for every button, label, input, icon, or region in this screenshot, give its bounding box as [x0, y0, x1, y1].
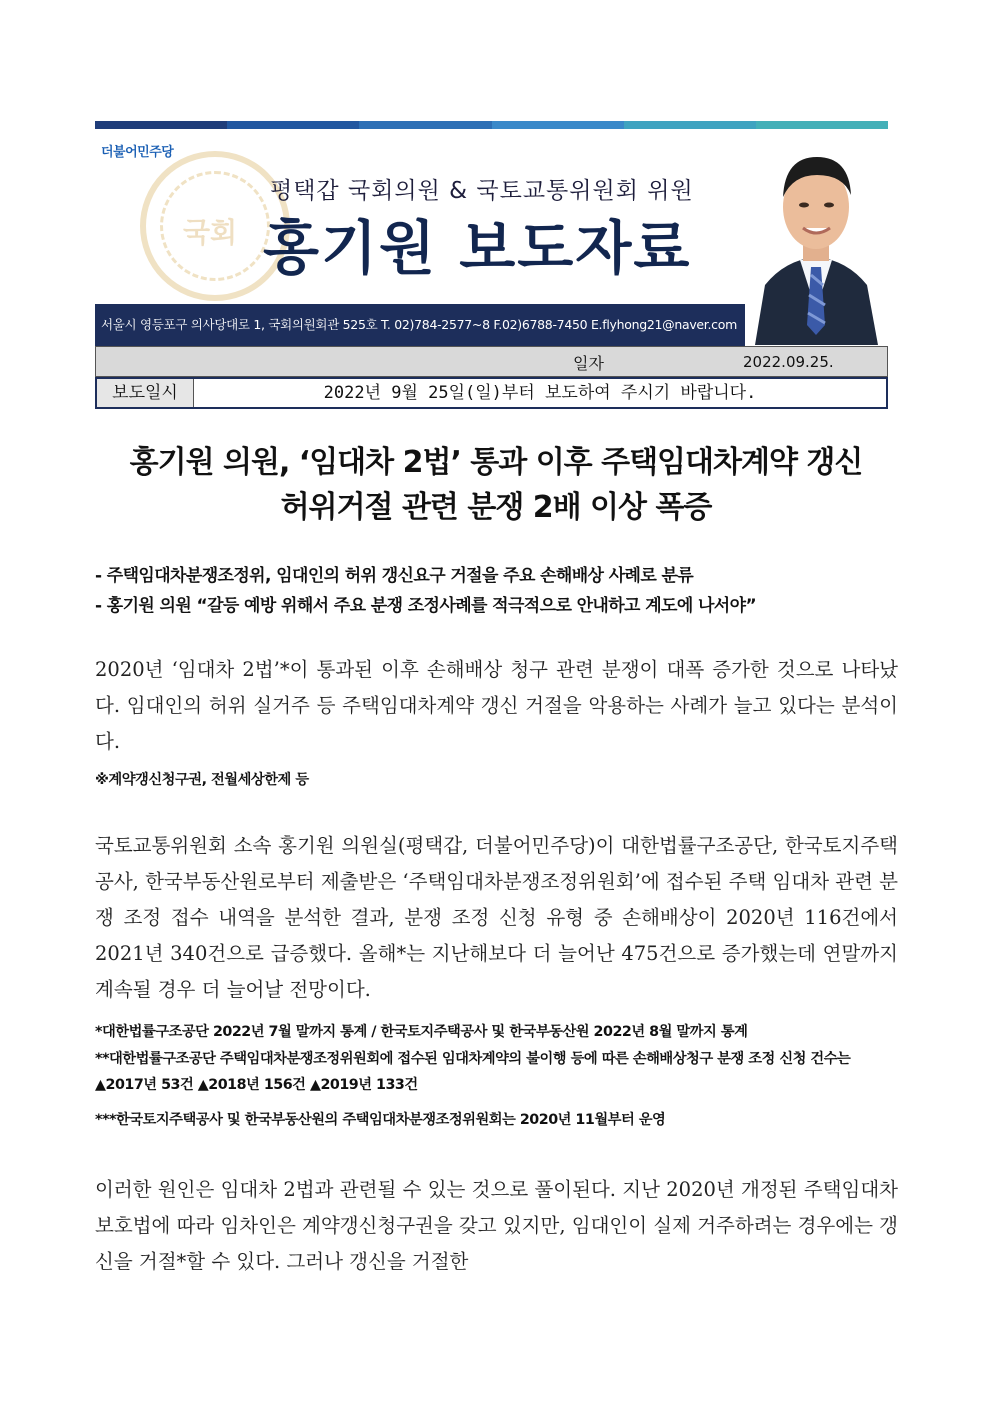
footnote: **대한법률구조공단 주택임대차분쟁조정위원회에 접수된 임대차계약의 불이행 등에 따른 손해배상청구 분쟁 조정 신청 건수는 ▲2017년 53건 ▲2018년 156건 ▲2019년 133건	[95, 1051, 851, 1093]
headline-line-1: 홍기원 의원, ‘임대차 2법’ 통과 이후 주택임대차계약 갱신	[129, 445, 863, 480]
embargo-box	[95, 377, 888, 409]
headline-line-2: 허위거절 관련 분쟁 2배 이상 폭증	[280, 490, 712, 525]
header-subtitle: 평택갑 국회의원 & 국토교통위원회 위원	[270, 178, 694, 204]
seal-text: 국회	[183, 216, 238, 249]
body-paragraph-2: 국토교통위원회 소속 홍기원 의원실(평택갑, 더불어민주당)이 대한법률구조공단, 한국토지주택공사, 한국부동산원로부터 제출받은 ‘주택임대차분쟁조정위원회’에 접수된 주택 임대차 관련 분쟁 조정 접수 내역을 분석한 결과, 분쟁 조정 신청 유형 중 손해배상이 2020년 116건에서 2021년 340건으로 급증했다. 올해*는 지난해보다 더 늘어난 475건으로 증가했는데 연말까지 계속될 경우 더 늘어날 전망이다.	[95, 834, 898, 1001]
footnote: *대한법률구조공단 2022년 7월 말까지 통계 / 한국토지주택공사 및 한국부동산원 2022년 8월 말까지 통계	[95, 1024, 748, 1040]
body-paragraph-1: 2020년 ‘임대차 2법’*이 통과된 이후 손해배상 청구 관련 분쟁이 대폭 증가한 것으로 나타났다. 임대인의 허위 실거주 등 주택임대차계약 갱신 거절을 악용하는 사례가 늘고 있다는 분석이다.	[95, 658, 898, 753]
lawmaker-photo	[745, 135, 888, 345]
date-value: 2022.09.25.	[743, 353, 834, 371]
body-paragraph-3: 이러한 원인은 임대차 2법과 관련될 수 있는 것으로 풀이된다. 지난 2020년 개정된 주택임대차보호법에 따라 임차인은 계약갱신청구권을 갖고 있지만, 임대인이 실제 거주하려는 경우에는 갱신을 거절*할 수 있다. 그러나 갱신을 거절한	[95, 1178, 898, 1273]
press-release-header	[95, 129, 888, 304]
party-logo: 더불어민주당	[101, 145, 174, 160]
summary-bullet: - 홍기원 의원 “갈등 예방 위해서 주요 분쟁 조정사례를 적극적으로 안내하고 계도에 나서야”	[95, 596, 757, 616]
embargo-value: 2022년 9월 25일(일)부터 보도하여 주시기 바랍니다.	[323, 383, 757, 403]
header-title: 홍기원 보도자료	[263, 214, 692, 282]
footnote: ※계약갱신청구권, 전월세상한제 등	[95, 772, 309, 788]
summary-bullet: - 주택임대차분쟁조정위, 임대인의 허위 갱신요구 거절을 주요 손해배상 사례로 분류	[95, 566, 694, 586]
header-color-bar	[95, 121, 888, 129]
footnote: ***한국토지주택공사 및 한국부동산원의 주택임대차분쟁조정위원회는 2020년 11월부터 운영	[95, 1112, 666, 1128]
date-bar	[95, 346, 888, 377]
date-label: 일자	[573, 354, 604, 373]
embargo-label: 보도일시	[97, 379, 194, 407]
contact-info-bar: 서울시 영등포구 의사당대로 1, 국회의원회관 525호 T. 02)784-2577~8 F.02)6788-7450 E.flyhong21@naver.com	[95, 304, 745, 346]
